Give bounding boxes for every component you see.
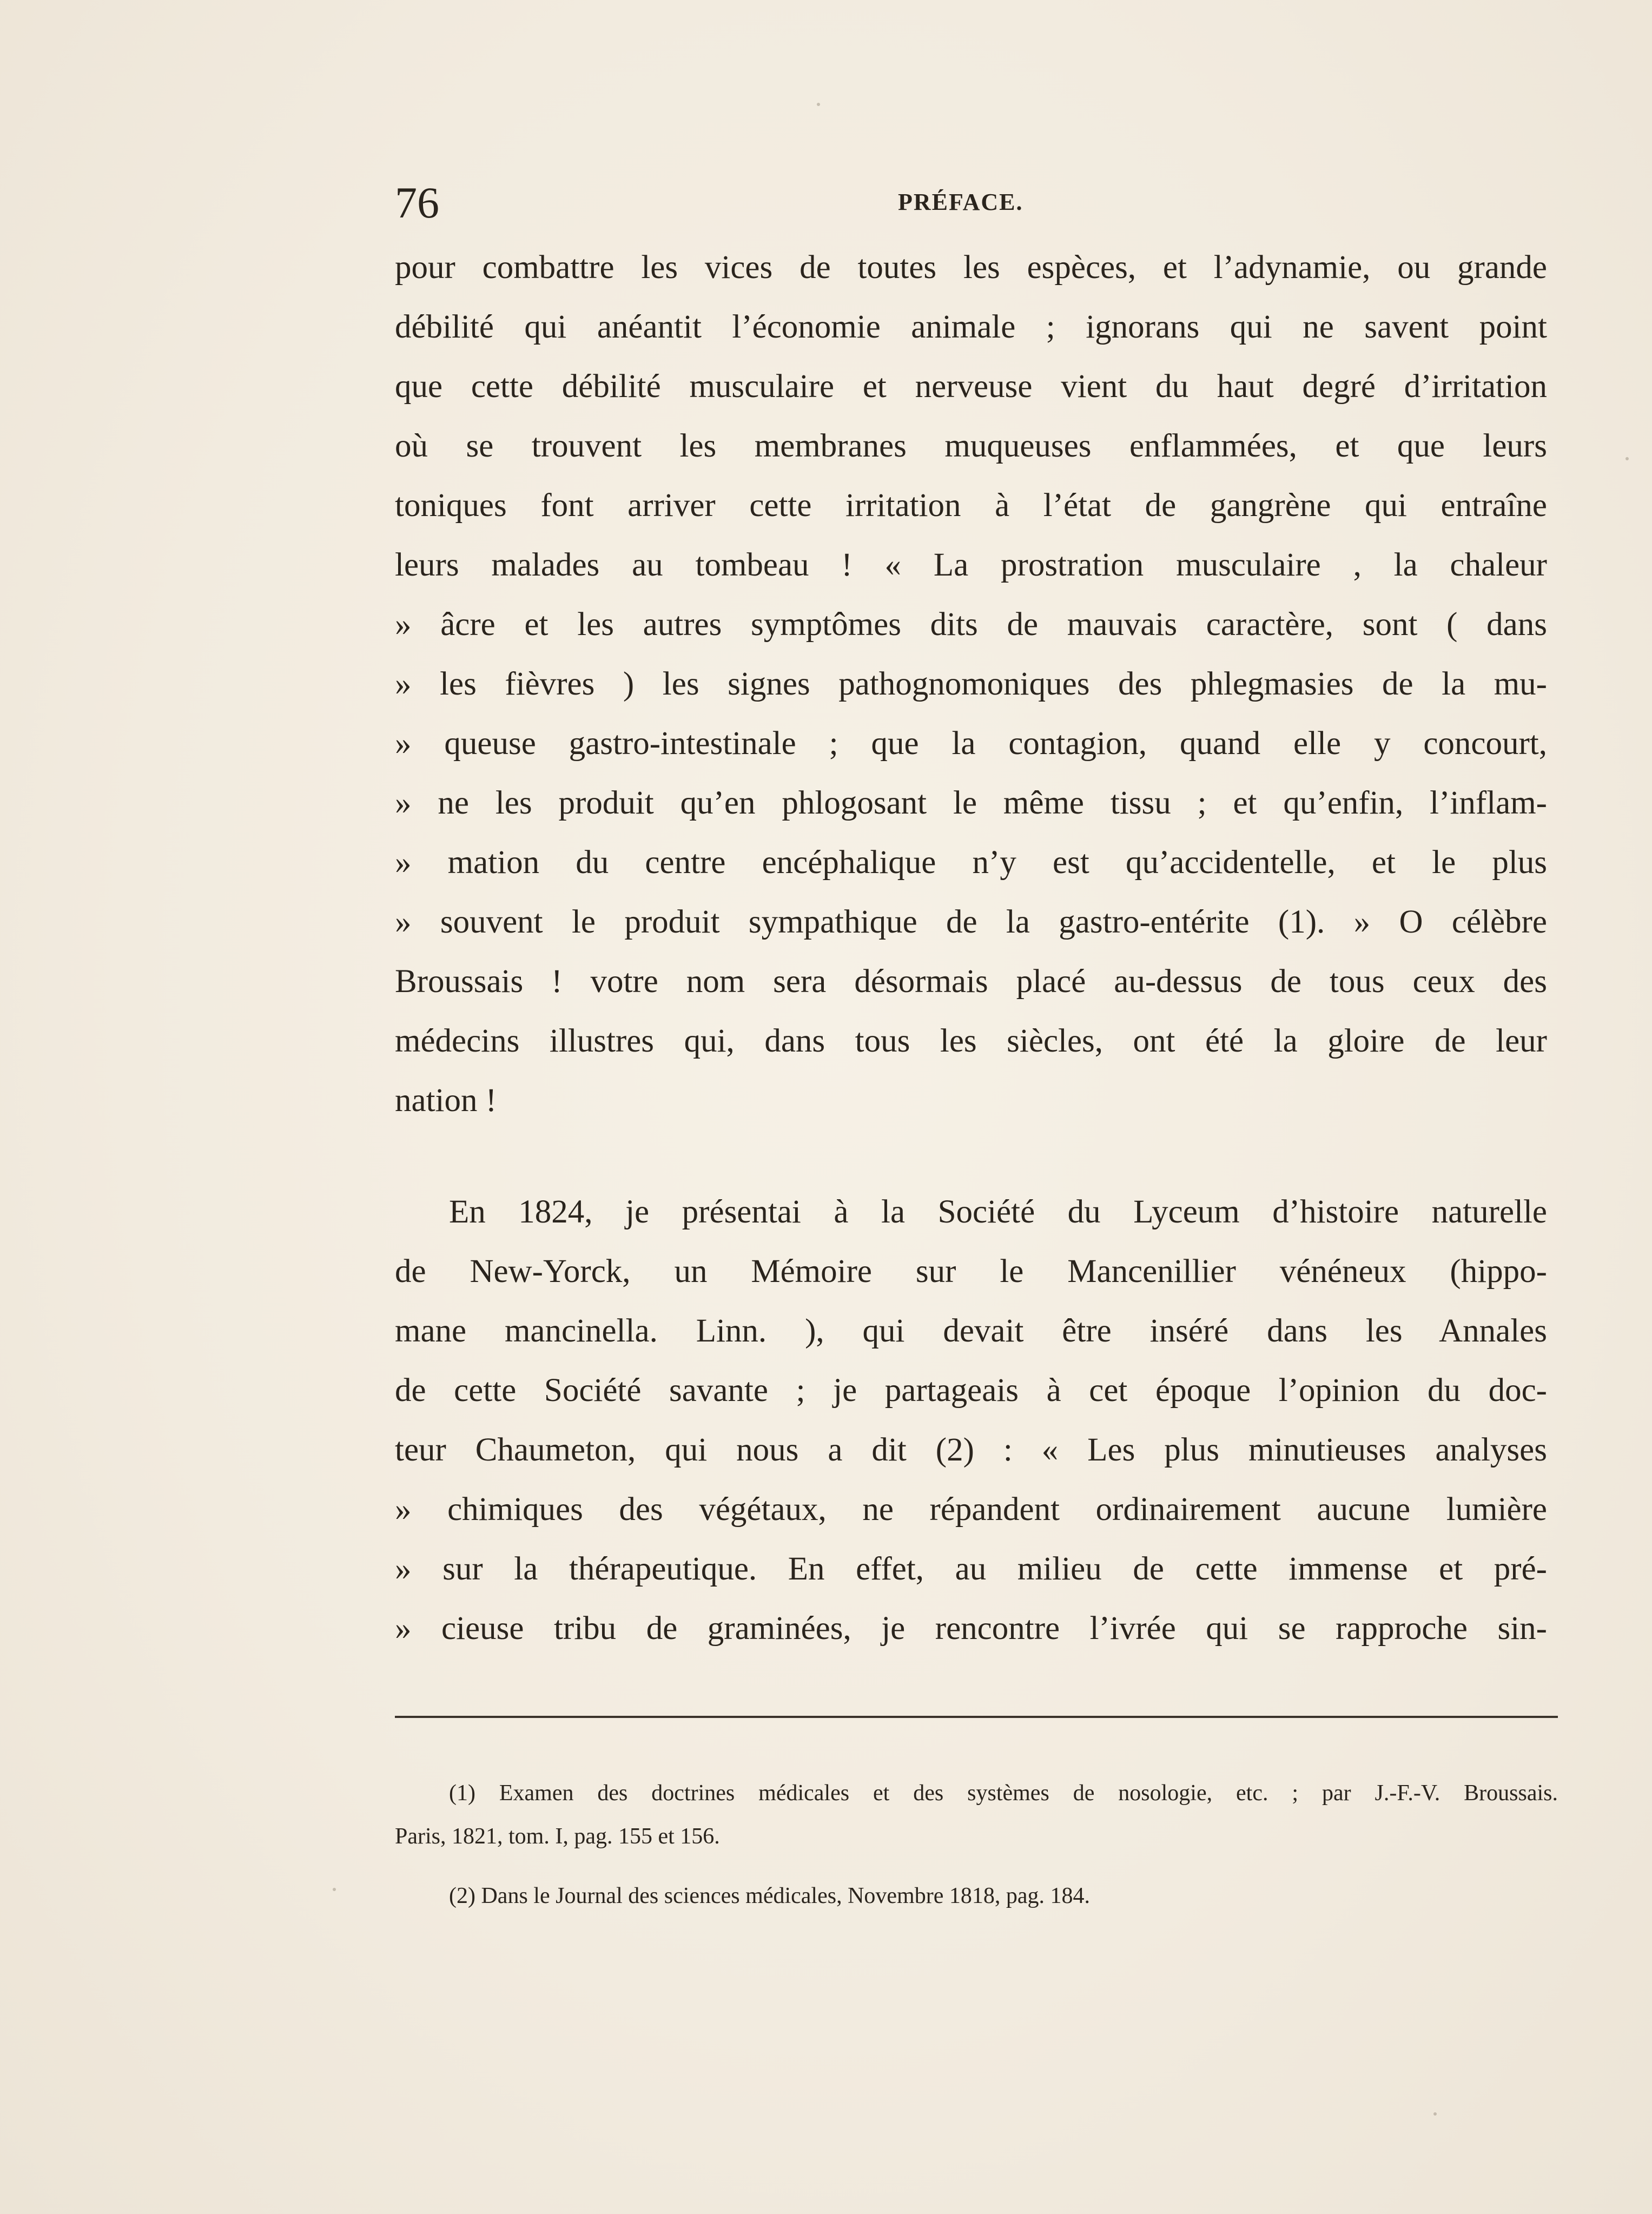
body-text — [395, 238, 1547, 1658]
text-line: pour combattre les vices de toutes les espèces, et l’adynamie, ou grande — [395, 249, 1547, 286]
text-line: débilité qui anéantit l’économie animale ; ignorans qui ne savent point — [395, 309, 1547, 345]
text-line: de New-Yorck, un Mémoire sur le Mancenillier vénéneux (hippo- — [395, 1253, 1547, 1290]
paragraph-gap — [395, 1131, 1547, 1182]
footnote-gap — [395, 1858, 1558, 1874]
paragraph-1 — [395, 238, 1547, 1131]
text-line: teur Chaumeton, qui nous a dit (2) : « Les plus minutieuses analyses — [395, 1432, 1547, 1468]
paper-speck — [333, 1888, 336, 1891]
text-line: » sur la thérapeutique. En effet, au milieu de cette immense et pré- — [395, 1551, 1547, 1587]
text-line: » ne les produit qu’en phlogosant le même tissu ; et qu’enfin, l’inflam- — [395, 785, 1547, 821]
text-line: médecins illustres qui, dans tous les siècles, ont été la gloire de leur — [395, 1023, 1547, 1059]
text-line: » chimiques des végétaux, ne répandent ordinairement aucune lumière — [395, 1491, 1547, 1528]
text-line: où se trouvent les membranes muqueuses enflammées, et que leurs — [395, 428, 1547, 464]
footnotes — [395, 1772, 1558, 1918]
text-line: » cieuse tribu de graminées, je rencontre l’ivrée qui se rapproche sin- — [395, 1610, 1547, 1647]
footnote-rule — [395, 1716, 1558, 1718]
page-header — [395, 179, 1558, 227]
text-line: » âcre et les autres symptômes dits de mauvais caractère, sont ( dans — [395, 606, 1547, 643]
footnote-2: (2) Dans le Journal des sciences médicales, Novembre 1818, pag. 184. — [449, 1883, 1090, 1908]
text-line: leurs malades au tombeau ! « La prostration musculaire , la chaleur — [395, 547, 1547, 583]
running-head: PRÉFACE. — [898, 189, 1023, 215]
text-line: toniques font arriver cette irritation à l’état de gangrène qui entraîne — [395, 487, 1547, 524]
text-line: » les fièvres ) les signes pathognomoniques des phlegmasies de la mu- — [395, 666, 1547, 702]
footnote-1-line-2: Paris, 1821, tom. I, pag. 155 et 156. — [395, 1824, 720, 1849]
text-line: que cette débilité musculaire et nerveuse vient du haut degré d’irritation — [395, 368, 1547, 405]
text-line: » queuse gastro-intestinale ; que la contagion, quand elle y concourt, — [395, 725, 1547, 762]
text-line: mane mancinella. Linn. ), qui devait être inséré dans les Annales — [395, 1313, 1547, 1349]
paragraph-2 — [395, 1182, 1547, 1658]
page-number: 76 — [395, 178, 439, 227]
paper-speck — [1433, 2112, 1437, 2116]
text-line: Broussais ! votre nom sera désormais placé au-dessus de tous ceux des — [395, 963, 1547, 1000]
paper-speck — [1625, 457, 1629, 460]
text-line: de cette Société savante ; je partageais à cet époque l’opinion du doc- — [395, 1372, 1547, 1409]
paper-speck — [817, 103, 820, 106]
text-line: » souvent le produit sympathique de la gastro-entérite (1). » O célèbre — [395, 904, 1547, 940]
footnote-1-line-1: (1) Examen des doctrines médicales et des systèmes de nosologie, etc. ; par J.-F.-V. Broussais. — [449, 1781, 1558, 1806]
text-line: nation ! — [395, 1082, 497, 1119]
text-line: En 1824, je présentai à la Société du Lyceum d’histoire naturelle — [449, 1194, 1547, 1230]
text-line: » mation du centre encéphalique n’y est qu’accidentelle, et le plus — [395, 844, 1547, 881]
